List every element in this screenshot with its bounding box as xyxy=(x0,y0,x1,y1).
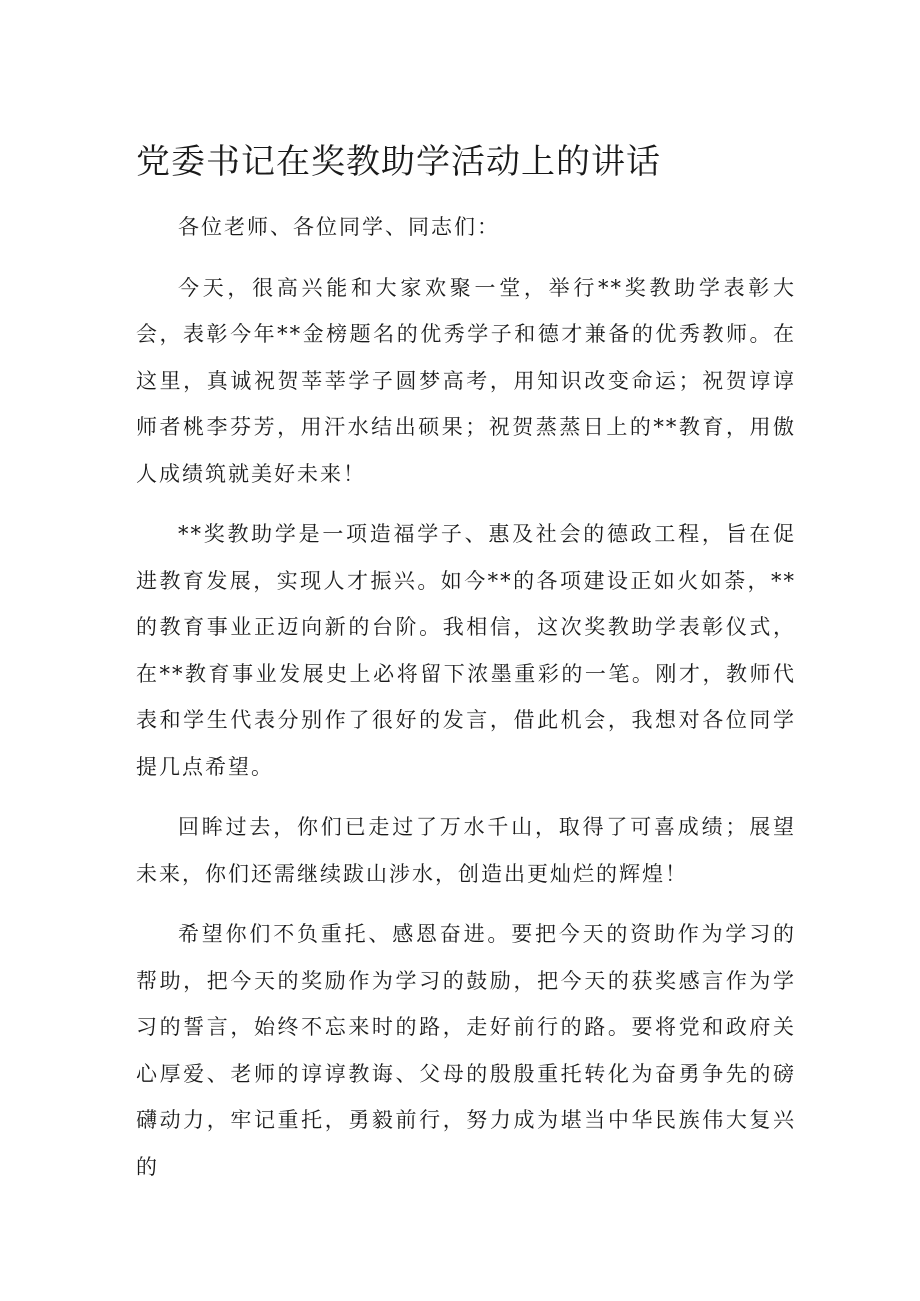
paragraph-2: **奖教助学是一项造福学子、惠及社会的德政工程，旨在促进教育发展，实现人才振兴。如今**的各项建设正如火如荼，**的教育事业正迈向新的台阶。我相信，这次奖教助学表彰仪式，在**教育事业发展史上必将留下浓墨重彩的一笔。刚才，教师代表和学生代表分别作了很好的发言，借此机会，我想对各位同学提几点希望。 xyxy=(136,522,796,779)
document-title: 党委书记在奖教助学活动上的讲话 xyxy=(136,142,661,182)
document-body xyxy=(136,138,796,1190)
paragraph-3: 回眸过去，你们已走过了万水千山，取得了可喜成绩；展望未来，你们还需继续跋山涉水，创造出更灿烂的辉煌！ xyxy=(136,815,796,886)
paragraph-4: 希望你们不负重托、感恩奋进。要把今天的资助作为学习的帮助，把今天的奖励作为学习的鼓励，把今天的获奖感言作为学习的誓言，始终不忘来时的路，走好前行的路。要将党和政府关心厚爱、老师的谆谆教诲、父母的殷殷重托转化为奋勇争先的磅礴动力，牢记重托，勇毅前行，努力成为堪当中华民族伟大复兴的 xyxy=(136,922,796,1179)
paragraph-1: 今天，很高兴能和大家欢聚一堂，举行**奖教助学表彰大会，表彰今年**金榜题名的优秀学子和德才兼备的优秀教师。在这里，真诚祝贺莘莘学子圆梦高考，用知识改变命运；祝贺谆谆师者桃李芬芳，用汗水结出硕果；祝贺蒸蒸日上的**教育，用傲人成绩筑就美好未来！ xyxy=(136,275,796,486)
salutation: 各位老师、各位同学、同志们： xyxy=(178,215,500,239)
